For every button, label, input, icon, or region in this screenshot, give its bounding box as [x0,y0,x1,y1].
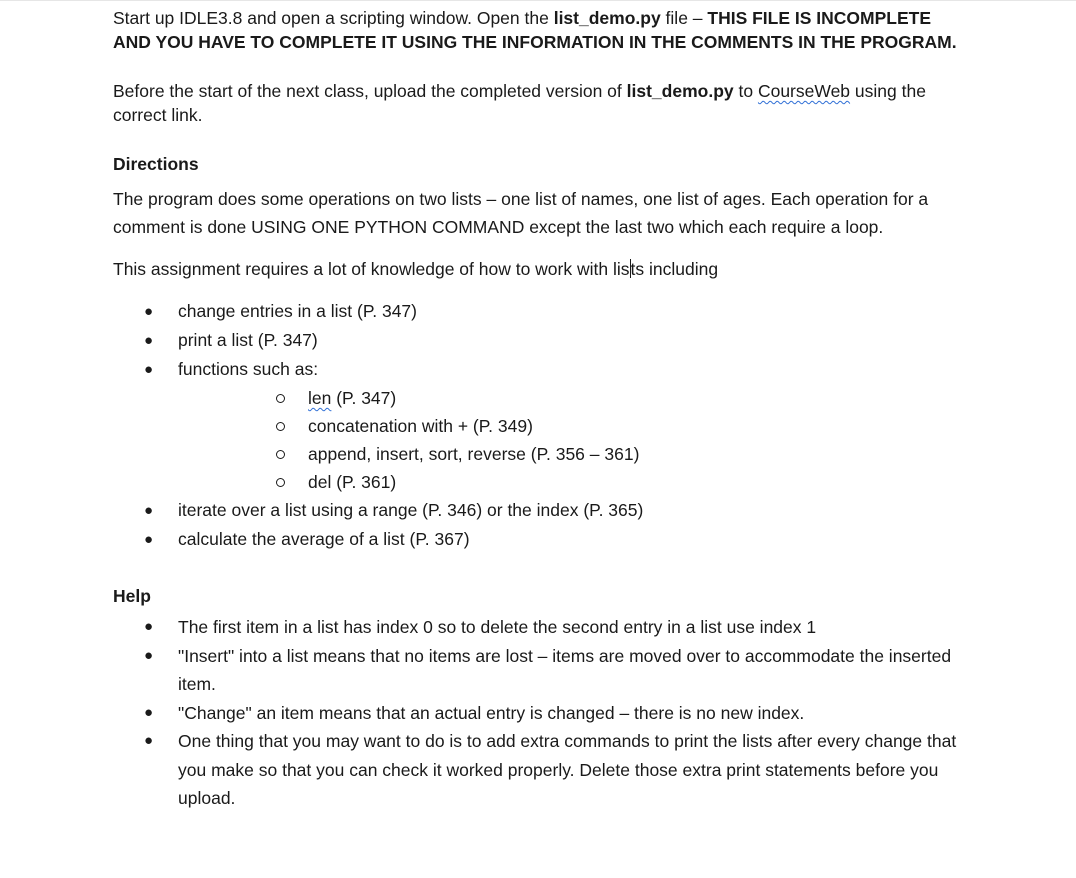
sublist-item: del (P. 361) [178,468,973,496]
bullet-icon: ● [144,732,154,749]
requirements-intro: This assignment requires a lot of knowledge of how to work with lists including [113,259,719,279]
circle-bullet-icon [276,450,285,459]
filename-list-demo: list_demo.py [553,8,661,28]
help-item: ● The first item in a list has index 0 so to delete the second entry in a list use index 1 [113,613,973,642]
sublist-item: concatenation with + (P. 349) [178,412,973,440]
incomplete-warning: THIS FILE IS INCOMPLETE AND YOU HAVE TO COMPLETE IT USING THE INFORMATION IN THE COMMENTS IN THE PROGRAM. [113,8,957,52]
list-item: ● print a list (P. 347) [113,326,973,355]
filename-list-demo-2: list_demo.py [626,81,734,101]
help-item: ● "Insert" into a list means that no items are lost – items are moved over to accommodate the inserted item. [113,642,973,699]
bullet-icon: ● [144,703,154,721]
sublist-item: append, insert, sort, reverse (P. 356 – 361) [178,440,973,468]
bullet-icon: ● [144,361,154,378]
list-item: ● change entries in a list (P. 347) [113,297,973,326]
bullet-icon: ● [144,646,154,664]
help-list [113,613,973,813]
bullet-icon: ● [144,618,154,635]
functions-sublist [178,384,973,496]
requirements-list [113,297,973,554]
help-item: ● "Change" an item means that an actual entry is changed – there is no new index. [113,699,973,728]
page-top-edge [0,0,1076,1]
bullet-icon: ● [144,332,154,349]
circle-bullet-icon [276,422,285,431]
bullet-icon: ● [144,531,154,548]
directions-paragraph: The program does some operations on two lists – one list of names, one list of ages. Each operation for a comment is done USING ONE PYTHON COMMAND except the last two which each require a loop. [113,189,929,237]
list-item: ● functions such as: len (P. 347) concatenation with + (P. 349) append, insert, sort, reverse (P. 356 – 361) del (P. 361) [113,355,973,496]
help-heading: Help [113,586,151,606]
bullet-icon: ● [144,502,154,519]
document-page [113,6,973,813]
list-item: ● iterate over a list using a range (P. 346) or the index (P. 365) [113,496,973,525]
circle-bullet-icon [276,394,285,403]
bullet-icon: ● [144,303,154,320]
courseweb-word: CourseWeb [757,81,851,101]
list-item: ● calculate the average of a list (P. 367) [113,525,973,554]
directions-heading: Directions [113,154,199,174]
circle-bullet-icon [276,478,285,487]
intro-paragraph: Start up IDLE3.8 and open a scripting window. Open the list_demo.py file – THIS FILE IS INCOMPLETE AND YOU HAVE TO COMPLETE IT USING THE INFORMATION IN THE COMMENTS IN THE PROGRAM. [113,8,957,52]
upload-paragraph: Before the start of the next class, upload the completed version of list_demo.py to CourseWeb using the correct link. [113,81,926,125]
sublist-item: len (P. 347) [178,384,973,412]
help-item: ● One thing that you may want to do is to add extra commands to print the lists after every change that you make so that you can check it worked properly. Delete those extra print statements before you upload. [113,727,973,813]
